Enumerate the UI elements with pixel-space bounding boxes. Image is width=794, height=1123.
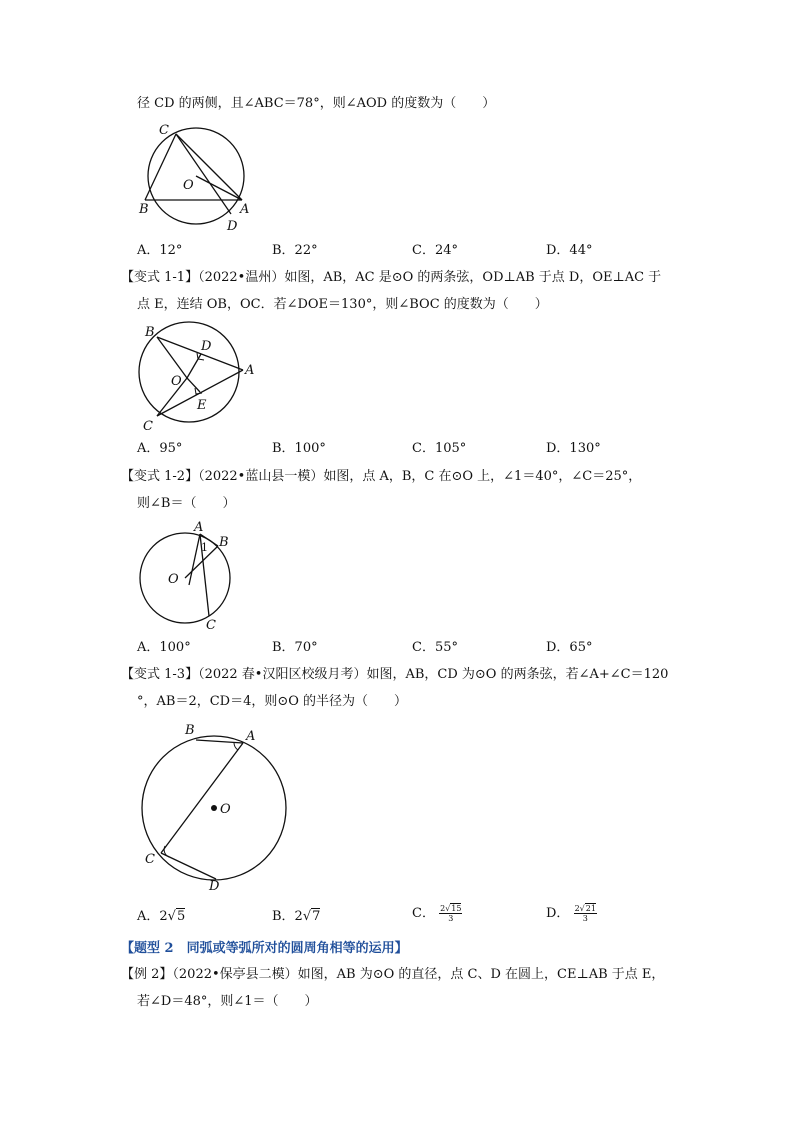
option-c: C． $\frac{2√15}{3}$ bbox=[412, 904, 462, 923]
label-o: O bbox=[171, 374, 182, 389]
section-heading: 【题型 2 同弧或等弧所对的圆周角相等的运用】 bbox=[121, 941, 408, 956]
label-a: A bbox=[194, 520, 204, 535]
option-a: A．100° bbox=[137, 640, 191, 655]
option-b: B．70° bbox=[272, 640, 318, 655]
example-2-line1: 【例 2】（2022•保亭县二模）如图，AB 为⊙O 的直径，点 C、D 在圆上，CE⊥AB 于点 E， bbox=[121, 967, 665, 982]
label-d: D bbox=[209, 879, 220, 894]
label-b: B bbox=[219, 535, 229, 550]
option-b: B．100° bbox=[272, 441, 326, 456]
label-b: B bbox=[139, 202, 149, 217]
fraction: $\frac{2√15}{3}$ bbox=[440, 904, 462, 923]
option-a: A．2√5 bbox=[137, 909, 186, 924]
option-d: D．44° bbox=[546, 243, 593, 258]
variant-1-1-line1: 【变式 1-1】（2022•温州）如图，AB，AC 是⊙O 的两条弦，OD⊥AB 于点 D，OE⊥AC 于 bbox=[121, 270, 662, 285]
example-2-line2: 若∠D＝48°，则∠1＝（ ） bbox=[137, 994, 318, 1009]
label-o: O bbox=[220, 802, 231, 817]
label-d: D bbox=[227, 219, 238, 234]
option-c: C．55° bbox=[412, 640, 458, 655]
circle-figure-v11 bbox=[135, 320, 265, 435]
fraction: $\frac{2√21}{3}$ bbox=[574, 904, 596, 923]
label-e: E bbox=[197, 398, 207, 413]
question-stem: 径 CD 的两侧，且∠ABC＝78°，则∠AOD 的度数为（ ） bbox=[137, 96, 496, 111]
label-a: A bbox=[245, 363, 255, 378]
label-c: C bbox=[143, 419, 153, 434]
label-o: O bbox=[183, 178, 194, 193]
label-b: B bbox=[185, 723, 195, 738]
option-d: D． $\frac{2√21}{3}$ bbox=[546, 904, 596, 923]
label-1: 1 bbox=[201, 541, 208, 554]
option-b: B．22° bbox=[272, 243, 318, 258]
option-d: D．65° bbox=[546, 640, 593, 655]
option-c: C．105° bbox=[412, 441, 467, 456]
variant-1-2-line1: 【变式 1-2】（2022•蓝山县一模）如图，点 A，B，C 在⊙O 上，∠1＝40°，∠C＝25°， bbox=[121, 469, 642, 484]
option-d: D．130° bbox=[546, 441, 601, 456]
label-a: A bbox=[240, 202, 250, 217]
variant-1-3-line2: °，AB＝2，CD＝4，则⊙O 的半径为（ ） bbox=[137, 694, 408, 709]
circle-figure-v12 bbox=[135, 518, 245, 633]
circle-figure-q0 bbox=[135, 118, 265, 238]
label-c: C bbox=[159, 123, 169, 138]
label-c: C bbox=[206, 618, 216, 633]
label-d: D bbox=[201, 339, 212, 354]
option-b: B．2√7 bbox=[272, 909, 321, 924]
circle-figure-v13 bbox=[135, 718, 295, 898]
label-a: A bbox=[246, 729, 256, 744]
option-a: A．95° bbox=[137, 441, 183, 456]
label-c: C bbox=[145, 852, 155, 867]
variant-1-3-line1: 【变式 1-3】（2022 春•汉阳区校级月考）如图，AB，CD 为⊙O 的两条弦，若∠A+∠C＝120 bbox=[121, 667, 669, 682]
label-b: B bbox=[145, 325, 155, 340]
option-c: C．24° bbox=[412, 243, 458, 258]
label-o: O bbox=[168, 572, 179, 587]
option-a: A．12° bbox=[137, 243, 183, 258]
variant-1-1-line2: 点 E，连结 OB，OC．若∠DOE＝130°，则∠BOC 的度数为（ ） bbox=[137, 297, 548, 312]
variant-1-2-line2: 则∠B＝（ ） bbox=[137, 496, 236, 511]
